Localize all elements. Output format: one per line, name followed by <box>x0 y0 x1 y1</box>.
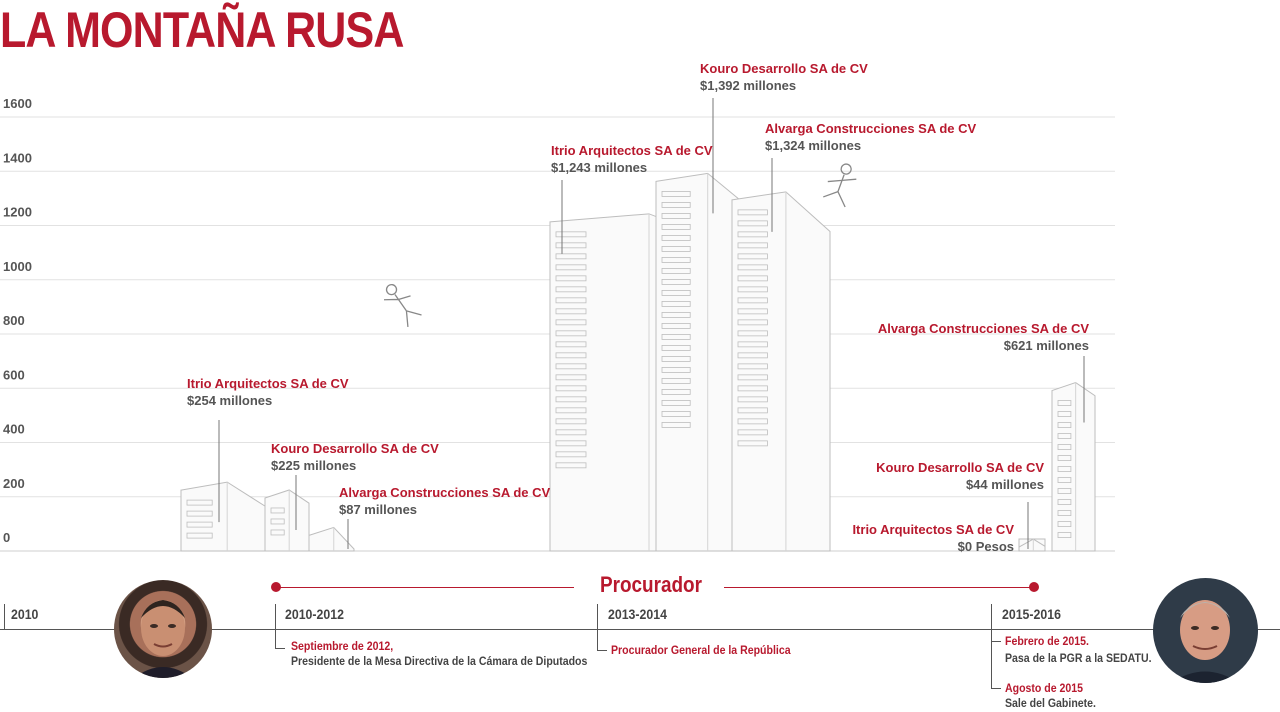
y-tick-label: 400 <box>3 421 25 437</box>
year-2013-2014: 2013-2014 <box>608 606 667 622</box>
tick-connector-2013-2014 <box>597 650 607 651</box>
series-name-label: Itrio Arquitectos SA de CV <box>852 522 1014 537</box>
tick-2010 <box>4 604 5 630</box>
building-bar <box>181 482 265 551</box>
portrait-face-icon <box>114 580 212 678</box>
value-label: $254 millones <box>187 393 273 408</box>
falling-person-icon <box>379 279 424 330</box>
procurador-dot-left <box>271 582 281 592</box>
value-label: $225 millones <box>271 458 357 473</box>
series-name-label: Kouro Desarrollo SA de CV <box>876 460 1044 475</box>
procurador-line-right <box>724 587 1034 588</box>
series-name-label: Alvarga Construcciones SA de CV <box>765 121 977 136</box>
event-feb-2015-title: Febrero de 2015. <box>1005 634 1089 648</box>
portrait-photo-right <box>1153 578 1258 683</box>
building-bar <box>732 192 830 551</box>
tick-connector-aug <box>991 688 1001 689</box>
y-tick-label: 600 <box>3 367 25 383</box>
y-tick-label: 1000 <box>3 258 32 274</box>
series-name-label: Kouro Desarrollo SA de CV <box>271 441 439 456</box>
building-bar <box>1052 383 1095 551</box>
y-tick-label: 0 <box>3 530 11 545</box>
building-bar <box>309 527 354 551</box>
year-2015-2016: 2015-2016 <box>1002 606 1061 622</box>
tick-2010-2012 <box>275 604 276 648</box>
y-tick-label: 1600 <box>3 96 32 111</box>
value-label: $44 millones <box>965 477 1044 492</box>
buildings <box>181 173 1095 551</box>
procurador-dot-right <box>1029 582 1039 592</box>
event-aug-2015-title: Agosto de 2015 <box>1005 681 1084 695</box>
y-tick-label: 800 <box>3 313 25 328</box>
series-name-label: Alvarga Construcciones SA de CV <box>339 485 551 500</box>
value-label: $87 millones <box>339 502 418 517</box>
tick-2015-2016 <box>991 604 992 688</box>
event-sept-2012-title: Septiembre de 2012, <box>291 639 394 653</box>
series-name-label: Alvarga Construcciones SA de CV <box>877 321 1089 336</box>
value-label: $0 Pesos <box>957 539 1014 554</box>
tick-2013-2014 <box>597 604 598 650</box>
tick-connector-2010-2012 <box>275 648 285 649</box>
tick-connector-feb <box>991 641 1001 642</box>
y-tick-label: 1200 <box>3 204 32 220</box>
series-name-label: Kouro Desarrollo SA de CV <box>700 61 868 76</box>
event-procurador-title: Procurador General de la República <box>611 643 791 657</box>
y-tick-label: 1400 <box>3 150 32 166</box>
procurador-line-left <box>276 587 574 588</box>
procurador-label: Procurador <box>600 572 702 597</box>
y-tick-label: 200 <box>3 475 25 491</box>
series-name-label: Itrio Arquitectos SA de CV <box>551 143 713 158</box>
series-name-label: Itrio Arquitectos SA de CV <box>187 376 349 391</box>
portrait-photo-left <box>114 580 212 678</box>
event-aug-2015-desc: Sale del Gabinete. <box>1005 696 1096 710</box>
event-feb-2015-desc: Pasa de la PGR a la SEDATU. <box>1005 651 1152 665</box>
value-label: $1,324 millones <box>765 138 862 153</box>
portrait-face-icon-right <box>1153 578 1258 683</box>
building-bar <box>265 490 309 551</box>
value-label: $1,392 millones <box>700 78 797 93</box>
event-sept-2012-desc: Presidente de la Mesa Directiva de la Cámara de Diputados <box>291 654 588 668</box>
year-2010-2012: 2010-2012 <box>285 606 344 622</box>
year-2010: 2010 <box>11 606 39 622</box>
value-label: $1,243 millones <box>551 160 648 175</box>
jumping-person-icon <box>822 160 860 207</box>
page-title: LA MONTAÑA RUSA <box>0 2 404 58</box>
value-label: $621 millones <box>1003 338 1089 353</box>
